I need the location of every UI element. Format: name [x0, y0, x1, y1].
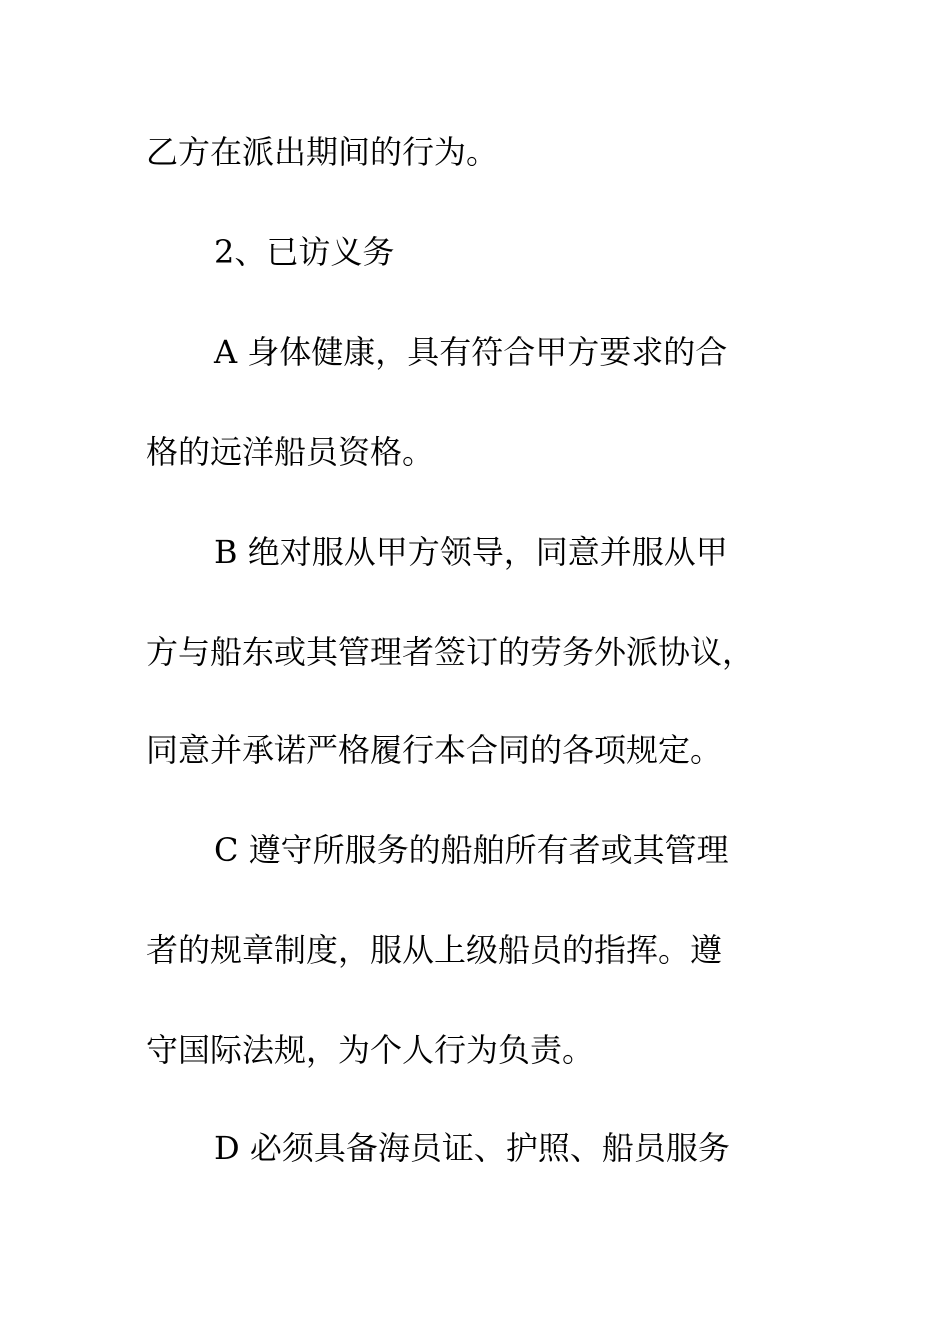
section-heading-obligations: 2、已访义务 [214, 233, 395, 271]
clause-b-line-1: B 绝对服从甲方领导，同意并服从甲 [214, 533, 728, 571]
clause-c-line-1: C 遵守所服务的船舶所有者或其管理 [214, 831, 729, 869]
clause-a-line-1: A 身体健康，具有符合甲方要求的合 [214, 333, 728, 371]
clause-c-line-3: 守国际法规，为个人行为负责。 [146, 1031, 595, 1069]
clause-a-line-2: 格的远洋船员资格。 [146, 433, 435, 471]
clause-d-line-1: D 必须具备海员证、护照、船员服务 [214, 1129, 730, 1167]
text-line-1: 乙方在派出期间的行为。 [146, 133, 499, 171]
clause-c-line-2: 者的规章制度，服从上级船员的指挥。遵 [146, 931, 723, 969]
clause-b-line-3: 同意并承诺严格履行本合同的各项规定。 [146, 731, 723, 769]
clause-b-line-2: 方与船东或其管理者签订的劳务外派协议， [146, 633, 755, 671]
